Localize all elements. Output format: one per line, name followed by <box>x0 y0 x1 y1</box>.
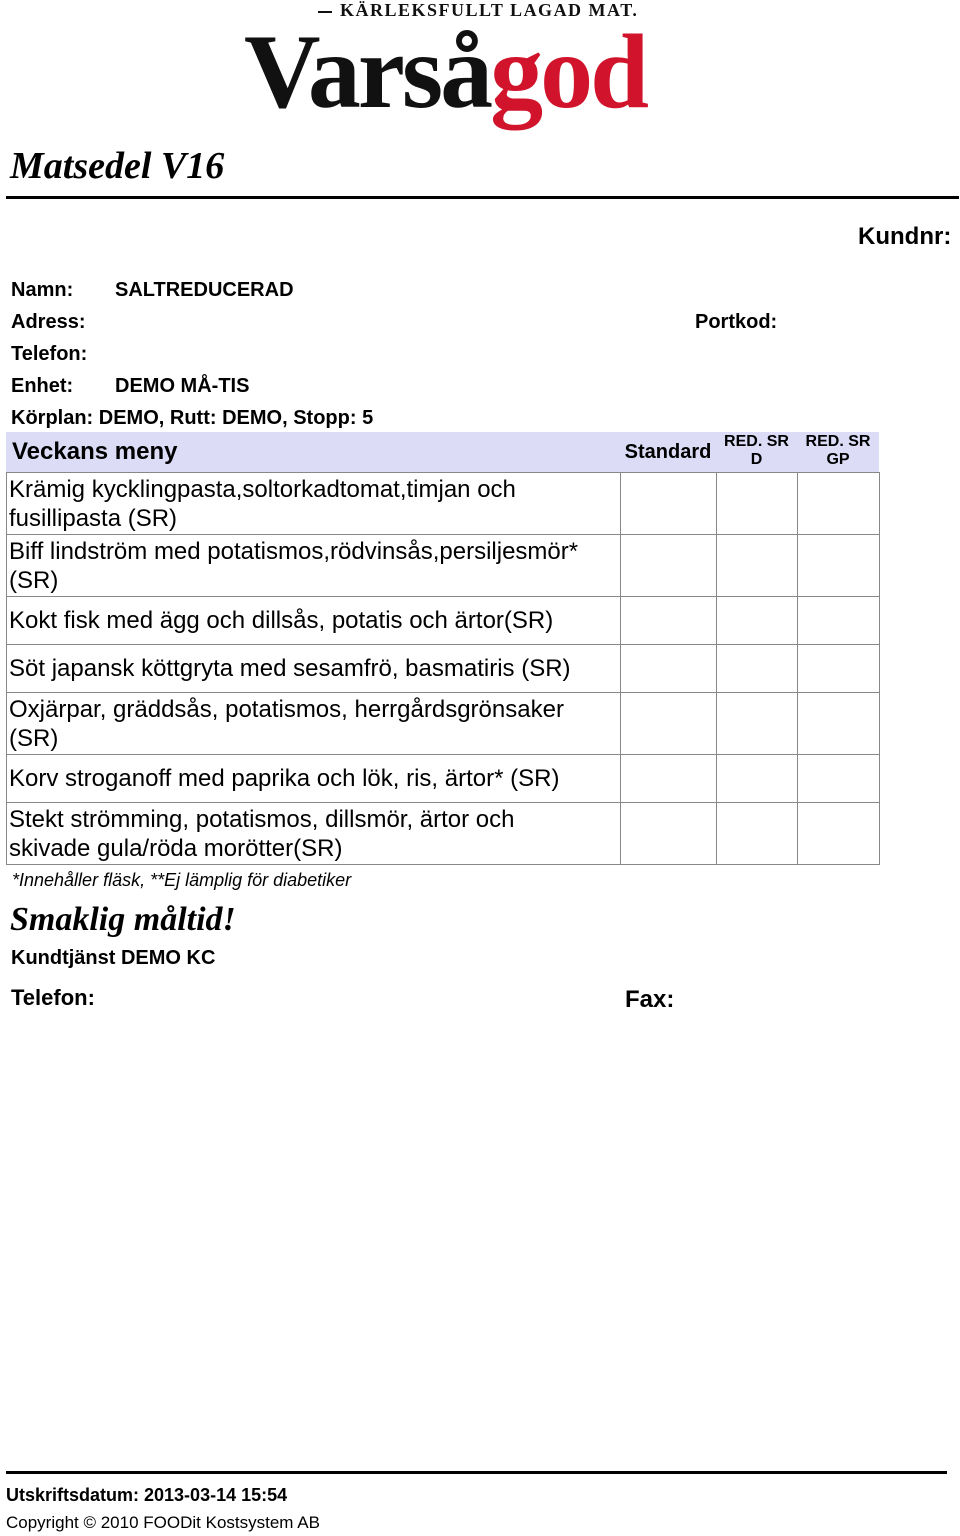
enhet-label: Enhet: <box>11 375 74 397</box>
order-box-red-sr-gp[interactable] <box>798 693 880 755</box>
order-box-red-sr-gp[interactable] <box>798 535 880 597</box>
dish-name: Korv stroganoff med paprika och lök, ris, ärtor* (SR) <box>7 755 621 803</box>
adress-label: Adress: <box>11 311 86 333</box>
order-box-red-sr-gp[interactable] <box>798 597 880 645</box>
print-date: Utskriftsdatum: 2013-03-14 15:54 <box>6 1485 288 1505</box>
footer-divider <box>6 1471 947 1474</box>
order-box-red-sr-d[interactable] <box>717 803 798 865</box>
service-fax-label: Fax: <box>625 986 675 1013</box>
title-divider <box>6 196 959 199</box>
menu-heading: Veckans meny <box>12 438 178 465</box>
menu-table <box>6 472 880 865</box>
dish-name: Oxjärpar, gräddsås, potatismos, herrgårdsgrönsaker (SR) <box>7 693 621 755</box>
column-red-sr-d: RED. SR D <box>724 433 789 468</box>
order-box-standard[interactable] <box>621 645 717 693</box>
order-box-standard[interactable] <box>621 755 717 803</box>
dish-name: Kokt fisk med ägg och dillsås, potatis och ärtor(SR) <box>7 597 621 645</box>
order-box-red-sr-gp[interactable] <box>798 473 880 535</box>
service-telefon-label: Telefon: <box>11 985 95 1010</box>
enhet-value: DEMO MÅ-TIS <box>115 375 250 397</box>
dish-name: Söt japansk köttgryta med sesamfrö, basmatiris (SR) <box>7 645 621 693</box>
order-box-standard[interactable] <box>621 597 717 645</box>
order-box-standard[interactable] <box>621 803 717 865</box>
brand-name-part2: god <box>490 13 647 130</box>
namn-value: SALTREDUCERAD <box>115 279 294 301</box>
table-row <box>7 645 880 693</box>
namn-label: Namn: <box>11 279 74 301</box>
table-row <box>7 473 880 535</box>
order-box-red-sr-d[interactable] <box>717 693 798 755</box>
table-row <box>7 693 880 755</box>
dish-name: Stekt strömming, potatismos, dillsmör, ärtor och skivade gula/röda morötter(SR) <box>7 803 621 865</box>
table-row <box>7 535 880 597</box>
order-box-red-sr-gp[interactable] <box>798 645 880 693</box>
order-box-standard[interactable] <box>621 473 717 535</box>
column-standard: Standard <box>624 441 712 463</box>
brand-name-part1: Varså <box>244 13 491 130</box>
brand-logo <box>244 2 646 142</box>
copyright: Copyright © 2010 FOODit Kostsystem AB <box>6 1513 320 1532</box>
order-box-red-sr-d[interactable] <box>717 755 798 803</box>
brand-tagline: KÄRLEKSFULLT LAGAD MAT. <box>318 0 648 22</box>
table-row <box>7 803 880 865</box>
portkod-label: Portkod: <box>695 311 778 333</box>
order-box-red-sr-gp[interactable] <box>798 755 880 803</box>
table-row <box>7 755 880 803</box>
greeting: Smaklig måltid! <box>10 901 236 938</box>
table-row <box>7 597 880 645</box>
kundnr-label: Kundnr: <box>858 223 952 250</box>
dish-name: Biff lindström med potatismos,rödvinsås,persiljesmör* (SR) <box>7 535 621 597</box>
page-title: Matsedel V16 <box>10 145 225 187</box>
menu-footnote: *Innehåller fläsk, **Ej lämplig för diabetiker <box>12 870 352 890</box>
order-box-standard[interactable] <box>621 693 717 755</box>
order-box-red-sr-d[interactable] <box>717 473 798 535</box>
telefon-label: Telefon: <box>11 343 88 365</box>
order-box-red-sr-d[interactable] <box>717 597 798 645</box>
order-box-standard[interactable] <box>621 535 717 597</box>
order-box-red-sr-d[interactable] <box>717 535 798 597</box>
column-red-sr-gp: RED. SR GP <box>805 433 871 468</box>
korplan: Körplan: DEMO, Rutt: DEMO, Stopp: 5 <box>11 407 374 429</box>
order-box-red-sr-d[interactable] <box>717 645 798 693</box>
dish-name: Krämig kycklingpasta,soltorkadtomat,timjan och fusillipasta (SR) <box>7 473 621 535</box>
customer-service: Kundtjänst DEMO KC <box>11 947 216 969</box>
order-box-red-sr-gp[interactable] <box>798 803 880 865</box>
